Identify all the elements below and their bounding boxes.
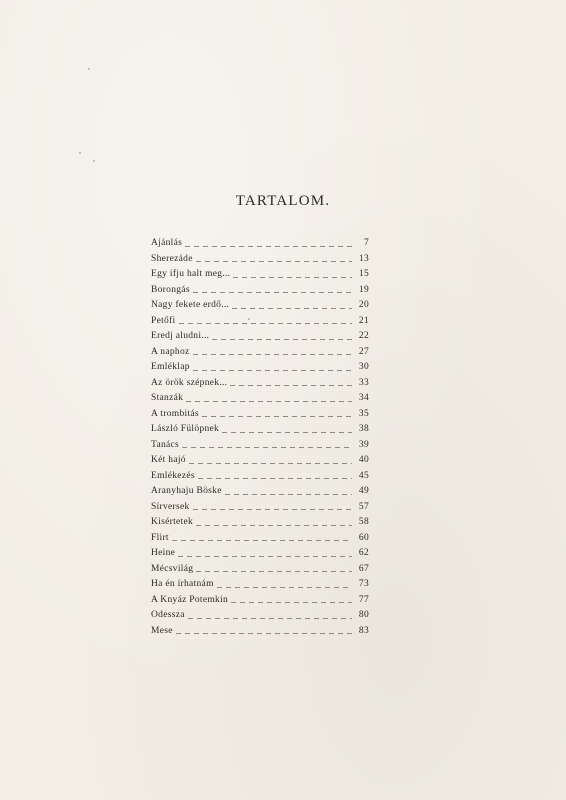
toc-entry xyxy=(151,345,369,361)
toc-entry xyxy=(151,360,369,376)
toc-entry-title: A Knyáz Potemkin xyxy=(151,594,229,605)
toc-entry-page: 40 xyxy=(358,455,369,465)
toc-entry-page: 73 xyxy=(358,579,369,589)
toc-entry xyxy=(151,422,369,438)
toc-entry-page: 30 xyxy=(358,362,369,372)
toc-entry-title: Sírversek xyxy=(151,501,190,512)
toc-entry-title: Mécsvilág xyxy=(151,563,194,574)
toc-entry xyxy=(151,283,369,299)
toc-entry xyxy=(151,252,369,268)
toc-entry xyxy=(151,531,369,547)
toc-entry xyxy=(151,407,369,423)
table-of-contents xyxy=(151,236,369,639)
toc-entry-page: 33 xyxy=(358,377,369,388)
toc-entry-page: 62 xyxy=(358,548,369,558)
toc-entry-title: Emléklap xyxy=(151,362,190,372)
toc-entry-page: 49 xyxy=(358,486,369,496)
dot-leader xyxy=(196,525,352,526)
dot-leader xyxy=(231,602,352,603)
dot-leader xyxy=(198,478,352,479)
toc-entry xyxy=(151,577,369,593)
toc-entry xyxy=(151,546,369,562)
toc-entry-title: Két hajó xyxy=(151,455,186,465)
toc-entry-title: Petőfi xyxy=(151,315,176,326)
toc-entry-title: Stanzák xyxy=(151,393,184,403)
toc-entry-page: 15 xyxy=(358,269,369,279)
dot-leader xyxy=(172,540,352,541)
toc-entry-page: 34 xyxy=(358,393,369,403)
toc-entry-title: Nagy fekete erdő... xyxy=(151,300,230,310)
toc-entry xyxy=(151,515,369,531)
toc-entry-page: 19 xyxy=(358,284,369,295)
toc-entry-page: 20 xyxy=(358,300,369,310)
toc-entry xyxy=(151,376,369,392)
toc-entry-title: Odessza xyxy=(151,610,185,620)
toc-entry xyxy=(151,562,369,578)
toc-entry xyxy=(151,314,369,330)
dot-leader xyxy=(193,292,352,293)
toc-entry-page: 58 xyxy=(358,517,369,527)
dot-leader xyxy=(222,432,352,433)
toc-entry-title: Eredj aludni... xyxy=(151,331,210,341)
toc-entry xyxy=(151,593,369,609)
toc-entry-page: 83 xyxy=(358,625,369,636)
toc-entry-title: Kisértetek xyxy=(151,517,194,527)
toc-entry xyxy=(151,298,369,314)
toc-entry-page: 57 xyxy=(358,501,369,512)
toc-entry xyxy=(151,453,369,469)
toc-entry-title: Borongás xyxy=(151,284,190,295)
toc-entry-title: Heine xyxy=(151,548,176,558)
toc-entry-page: 7 xyxy=(363,238,369,248)
toc-entry xyxy=(151,267,369,283)
toc-entry-page: 39 xyxy=(358,439,369,450)
toc-entry-page: 80 xyxy=(358,610,369,620)
paper-speck xyxy=(93,160,95,162)
dot-leader xyxy=(189,463,352,464)
toc-entry-page: 22 xyxy=(358,331,369,341)
dot-leader xyxy=(176,633,352,634)
toc-entry xyxy=(151,608,369,624)
toc-entry-title: Flirt xyxy=(151,532,169,543)
dot-leader xyxy=(193,509,352,510)
dot-leader xyxy=(196,261,352,262)
page-title: TARTALOM. xyxy=(235,193,331,209)
dot-leader xyxy=(193,354,352,355)
toc-entry-title: Sherezáde xyxy=(151,253,193,264)
toc-entry-title: Tanács xyxy=(151,439,180,450)
toc-entry xyxy=(151,391,369,407)
toc-entry xyxy=(151,236,369,252)
toc-entry-page: 60 xyxy=(358,532,369,543)
toc-entry-title: A trombitás xyxy=(151,408,199,419)
toc-entry xyxy=(151,438,369,454)
dot-leader xyxy=(233,277,352,278)
toc-entry-title: Az örök szépnek... xyxy=(151,377,228,388)
toc-entry-title: Aranyhaju Böske xyxy=(151,486,222,496)
dot-leader xyxy=(185,246,352,247)
paper-speck xyxy=(79,152,81,154)
paper-speck xyxy=(88,68,90,70)
toc-entry-page: 21 xyxy=(358,315,369,326)
toc-entry-page: 67 xyxy=(358,563,369,574)
dot-leader xyxy=(230,385,352,386)
dot-leader xyxy=(193,370,352,371)
toc-entry-title: A naphoz xyxy=(151,346,190,357)
toc-entry xyxy=(151,500,369,516)
dot-leader xyxy=(217,587,352,588)
toc-entry-title: Ajánlás xyxy=(151,238,183,248)
dot-leader xyxy=(179,323,353,324)
dot-leader xyxy=(212,339,352,340)
toc-entry xyxy=(151,329,369,345)
dot-leader xyxy=(196,571,352,572)
toc-entry-title: László Fülöpnek xyxy=(151,424,220,434)
toc-entry-page: 35 xyxy=(358,408,369,419)
dot-leader xyxy=(186,401,352,402)
toc-entry-page: 13 xyxy=(358,253,369,264)
toc-entry-page: 45 xyxy=(358,470,369,481)
toc-entry xyxy=(151,469,369,485)
toc-entry-page: 77 xyxy=(358,594,369,605)
toc-entry-title: Emlékezés xyxy=(151,470,195,481)
toc-entry-title: Egy ifju halt meg... xyxy=(151,269,231,279)
dot-leader xyxy=(225,494,352,495)
dot-leader xyxy=(178,556,352,557)
toc-entry xyxy=(151,484,369,500)
dot-leader xyxy=(202,416,352,417)
toc-entry-title: Ha én írhatnám xyxy=(151,579,214,589)
toc-entry-page: 27 xyxy=(358,346,369,357)
dot-leader xyxy=(182,447,352,448)
toc-entry-title: Mese xyxy=(151,625,173,636)
dot-leader xyxy=(188,618,352,619)
toc-entry-page: 38 xyxy=(358,424,369,434)
dot-leader xyxy=(232,308,352,309)
toc-entry xyxy=(151,624,369,640)
